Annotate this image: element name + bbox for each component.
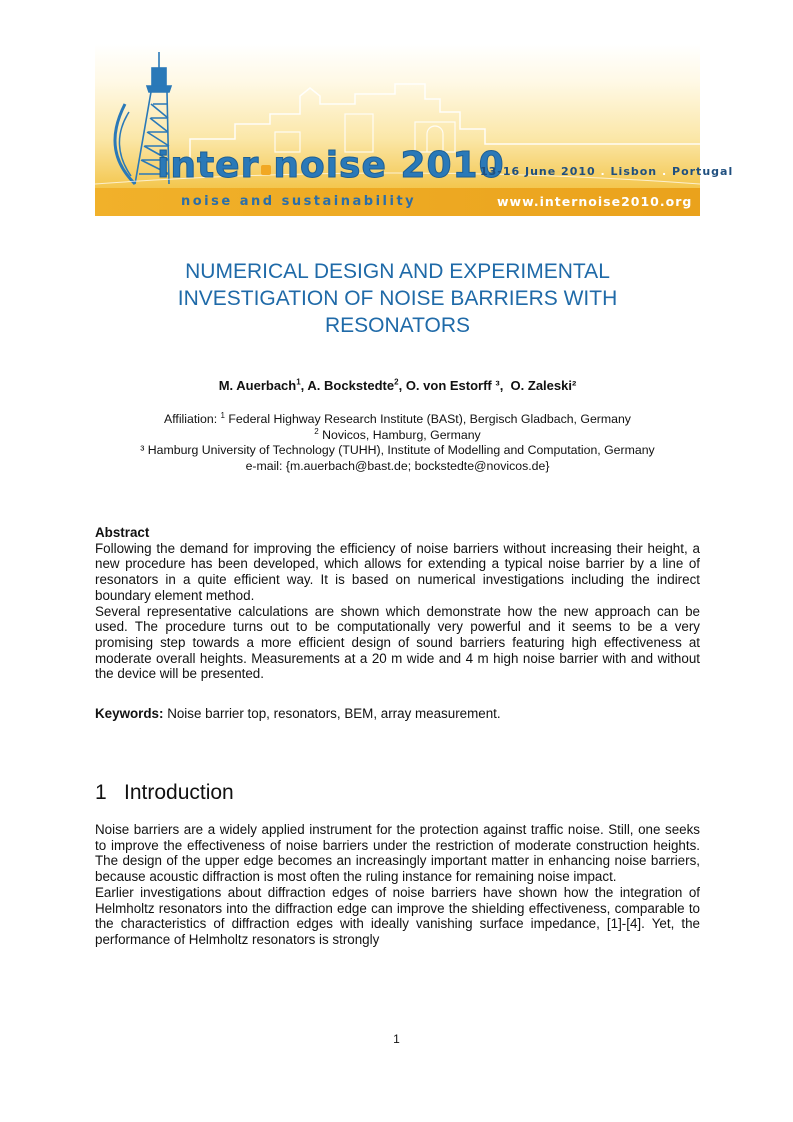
conference-country: Portugal: [672, 165, 734, 178]
author-email: e-mail: {m.auerbach@bast.de; bockstedte@novicos.de}: [245, 458, 550, 473]
author-separator: ,: [398, 378, 406, 393]
author-separator: ,: [300, 378, 308, 393]
affiliation-line: ³ Hamburg University of Technology (TUHH), Institute of Modelling and Computation, Germany: [140, 443, 655, 457]
affiliations: [95, 412, 700, 474]
author-name: O. von Estorff ³: [405, 378, 500, 393]
title-line: NUMERICAL DESIGN AND EXPERIMENTAL: [185, 260, 610, 283]
section-title: Introduction: [124, 781, 234, 804]
conference-city: Lisbon: [610, 165, 658, 178]
abstract-section: [95, 525, 700, 682]
abstract-heading: Abstract: [95, 525, 150, 540]
conference-website: www.internoise2010.org: [497, 194, 693, 209]
logo-dot: [261, 165, 271, 175]
affiliation-text: Novicos, Hamburg, Germany: [318, 427, 481, 442]
title-line: INVESTIGATION OF NOISE BARRIERS WITH: [177, 287, 618, 310]
abstract-paragraph: Following the demand for improving the efficiency of noise barriers without increasing their height, a new procedure has been developed, which allows for extending a typical noise barrier by a line of resonators in a quite efficient way. It is based on numerical investigations including the indirect boundary element method.: [95, 540, 700, 603]
affiliation-text: Federal Highway Research Institute (BASt), Bergisch Gladbach, Germany: [224, 412, 631, 426]
keywords-label: Keywords:: [95, 706, 164, 721]
author-name: M. Auerbach: [218, 378, 297, 393]
paper-title: [95, 258, 700, 339]
date-separator: .: [600, 165, 606, 178]
internoise-logo: [157, 146, 505, 186]
author-affiliation-mark: 1: [296, 377, 301, 387]
affiliation-line: [95, 428, 700, 444]
section-number: 1: [95, 781, 107, 804]
conference-banner: [95, 44, 734, 216]
introduction-body: [95, 822, 700, 948]
author-list: [95, 377, 700, 395]
affiliation-prefix: Affiliation:: [164, 412, 221, 426]
date-separator: .: [661, 165, 668, 178]
affiliation-mark: 2: [314, 426, 319, 436]
author-name: A. Bockstedte: [307, 378, 395, 393]
body-paragraph: Earlier investigations about diffraction edges of noise barriers have shown how the integration of Helmholtz resonators into the diffraction edge can improve the shielding effectiveness, comparable to the characteristics of diffraction edges with ideally vanishing surface impedance, [1]-[4]. Yet, the performance of Helmholtz resonators is strongly: [95, 884, 700, 947]
conference-tagline: noise and sustainability: [181, 194, 417, 209]
affiliation-mark: 1: [220, 410, 225, 420]
logo-text-noise-2010: noise 2010: [273, 145, 505, 186]
page-number: 1: [393, 1032, 400, 1046]
keywords-text: Noise barrier top, resonators, BEM, array measurement.: [163, 706, 501, 721]
keywords: [95, 706, 700, 722]
abstract-paragraph: Several representative calculations are shown which demonstrate how the new approach can be used. The procedure turns out to be computationally very powerful and it seems to be a very promising step towards a more efficient design of sound barriers featuring high effectiveness at moderate overall heights. Measurements at a 20 m wide and 4 m high noise barrier with and without the device will be presented.: [95, 603, 700, 682]
author-name: O. Zaleski²: [510, 378, 577, 393]
section-heading-introduction: [95, 780, 234, 806]
affiliation-line: [95, 412, 700, 428]
author-affiliation-mark: 2: [394, 377, 399, 387]
author-separator: ,: [499, 378, 511, 393]
body-paragraph: Noise barriers are a widely applied instrument for the protection against traffic noise. Still, one seeks to improve the effectiveness of noise barriers under the restriction of moderate construction heights. The design of the upper edge becomes an increasingly important matter in enhancing noise barriers, because acoustic diffraction is most often the ruling instance for remaining noise impact.: [95, 822, 700, 885]
title-line: RESONATORS: [324, 314, 471, 337]
conference-dates: [480, 165, 733, 178]
conference-date-range: 13-16 June 2010: [480, 165, 596, 178]
logo-text-inter: inter: [157, 145, 260, 186]
